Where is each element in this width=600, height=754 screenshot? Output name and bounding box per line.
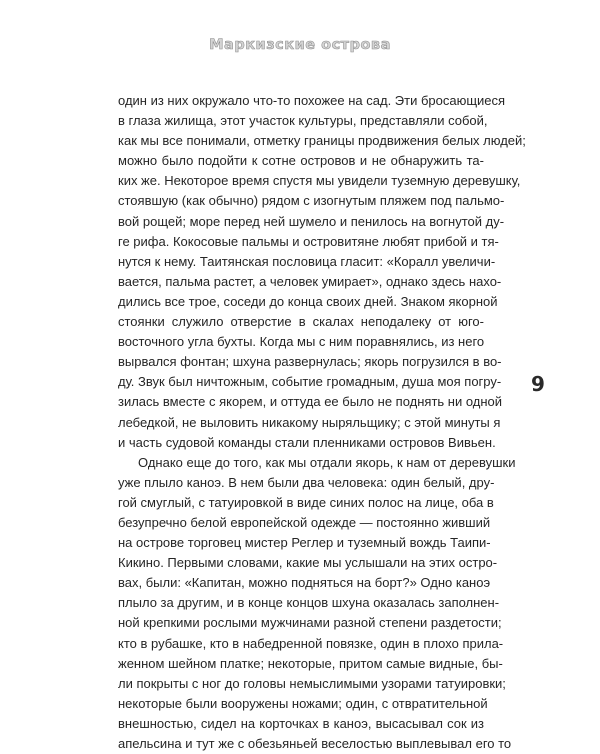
text-line: некоторые были вооружены ножами; один, с отвратительной	[118, 695, 488, 711]
text-line: дились все трое, соседи до конца своих дней. Знаком якорной	[118, 293, 498, 309]
text-line: плыло за другим, и в конце концов шхуна оказалась заполнен-	[118, 595, 500, 611]
paragraph	[118, 453, 516, 754]
body-text	[118, 91, 526, 754]
text-line: безупречно белой европейской одежде — постоянно живший	[118, 514, 491, 530]
running-header: Маркизские острова	[209, 37, 391, 53]
page-number: 9	[531, 372, 545, 396]
text-line: нутся к нему. Таитянская пословица гласит: «Коралл увеличи-	[118, 253, 496, 269]
text-line: Кикино. Первыми словами, какие мы услышали на этих остро-	[118, 555, 498, 571]
text-line: лебедкой, не выловить никакому ныряльщику; с этой минуты я	[118, 414, 501, 430]
text-line: кто в рубашке, кто в набедренной повязке, один в плохо прила-	[118, 635, 504, 651]
text-line: ной крепкими рослыми мужчинами разной степени раздетости;	[118, 615, 502, 631]
text-line: вается, пальма растет, а человек умирает», однако здесь нахо-	[118, 273, 502, 289]
text-line: гой смуглый, с татуировкой в виде синих полос на лице, оба в	[118, 494, 494, 510]
text-line: стоявшую (как обычно) рядом с изогнутым пляжем под пальмо-	[118, 193, 505, 209]
text-line: можно было подойти к сотне островов и не обнаружить та-	[118, 153, 484, 169]
text-line: ких же. Некоторое время спустя мы увидели туземную деревушку,	[118, 173, 521, 189]
text-line: как мы все понимали, отметку границы продвижения белых людей;	[118, 133, 526, 149]
text-line: вой рощей; море перед ней шумело и пенилось на вогнутой ду-	[118, 213, 505, 229]
text-line: женном шейном платке; некоторые, притом самые видные, бы-	[118, 655, 503, 671]
text-line: стоянки служило отверстие в скалах неподалеку от юго-	[118, 314, 484, 330]
text-line: один из них окружало что-то похожее на сад. Эти бросающиеся	[118, 93, 506, 108]
text-line: Однако еще до того, как мы отдали якорь, к нам от деревушки	[138, 454, 516, 470]
text-line: ли покрыты с ног до головы немыслимыми узорами татуировки;	[118, 675, 506, 691]
text-line: зилась вместе с якорем, и оттуда ее было не поднять ни одной	[118, 394, 503, 410]
paragraph	[118, 91, 526, 453]
text-line: вах, были: «Капитан, можно подняться на борт?» Одно каноэ	[118, 575, 491, 591]
text-line: на острове торговец мистер Реглер и туземный вождь Таипи-	[118, 535, 491, 551]
text-line: апельсина и тут же с обезьяньей веселостью выплевывал его то	[118, 736, 512, 751]
text-line: в глаза жилища, этот участок культуры, представляли собой,	[118, 113, 488, 129]
text-line: вырвался фонтан; шхуна развернулась; якорь погрузился в во-	[118, 354, 502, 370]
text-line: внешностью, сидел на корточках в каноэ, высасывал сок из	[118, 715, 484, 731]
text-line: уже плыло каноэ. В нем были два человека: один белый, дру-	[118, 474, 495, 490]
text-line: ге рифа. Кокосовые пальмы и островитяне любят прибой и тя-	[118, 233, 499, 249]
text-line: восточного угла бухты. Когда мы с ним поравнялись, из него	[118, 334, 485, 350]
text-line: ду. Звук был ничтожным, событие громадным, душа моя погру-	[118, 374, 502, 390]
text-line: и часть судовой команды стали пленниками островов Вивьен.	[118, 434, 496, 450]
